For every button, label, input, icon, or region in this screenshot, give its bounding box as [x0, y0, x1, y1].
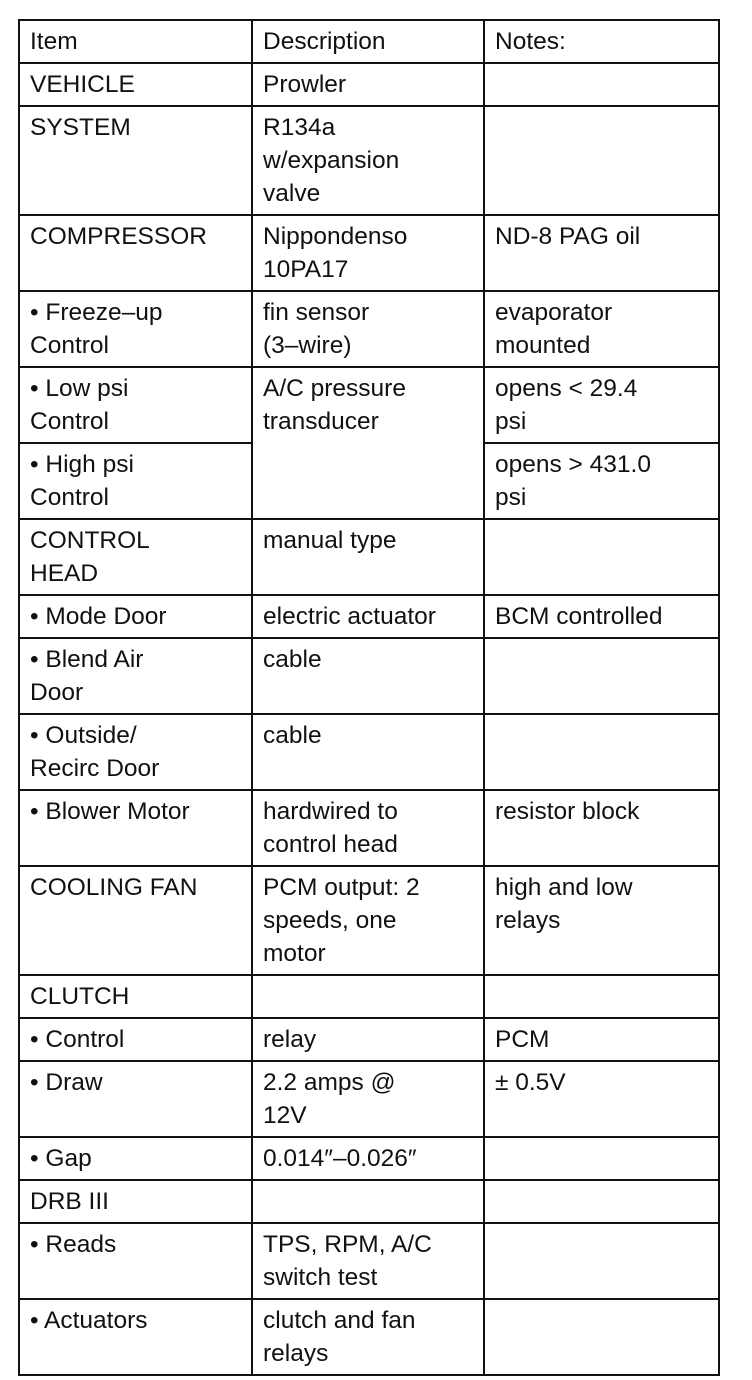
notes-cell [484, 1299, 719, 1375]
description-cell: hardwired to control head [252, 790, 484, 866]
description-cell: cable [252, 714, 484, 790]
description-cell: PCM output: 2 speeds, one motor [252, 866, 484, 975]
item-cell: COOLING FAN [19, 866, 252, 975]
description-cell: cable [252, 638, 484, 714]
table-row [19, 1299, 719, 1375]
item-cell: CLUTCH [19, 975, 252, 1018]
description-cell: manual type [252, 519, 484, 595]
item-cell: COMPRESSOR [19, 215, 252, 291]
item-cell: • Blower Motor [19, 790, 252, 866]
table-row [19, 975, 719, 1018]
description-cell: Nippondenso 10PA17 [252, 215, 484, 291]
description-cell: R134a w/expansion valve [252, 106, 484, 215]
notes-cell [484, 106, 719, 215]
header-description: Description [252, 20, 484, 63]
description-cell: 2.2 amps @ 12V [252, 1061, 484, 1137]
table-row [19, 714, 719, 790]
item-cell: • Control [19, 1018, 252, 1061]
notes-cell: opens < 29.4 psi [484, 367, 719, 443]
item-cell: • Mode Door [19, 595, 252, 638]
notes-cell [484, 519, 719, 595]
notes-cell: resistor block [484, 790, 719, 866]
table-row [19, 367, 719, 443]
item-cell: SYSTEM [19, 106, 252, 215]
notes-cell: BCM controlled [484, 595, 719, 638]
item-cell: • Draw [19, 1061, 252, 1137]
notes-cell: high and low relays [484, 866, 719, 975]
notes-cell [484, 1137, 719, 1180]
notes-cell: opens > 431.0 psi [484, 443, 719, 519]
table-row [19, 106, 719, 215]
item-cell: DRB III [19, 1180, 252, 1223]
notes-cell: ND-8 PAG oil [484, 215, 719, 291]
table-row [19, 1223, 719, 1299]
description-cell: relay [252, 1018, 484, 1061]
item-cell: CONTROL HEAD [19, 519, 252, 595]
header-notes: Notes: [484, 20, 719, 63]
notes-cell [484, 638, 719, 714]
item-cell: • High psi Control [19, 443, 252, 519]
description-cell: electric actuator [252, 595, 484, 638]
table-row [19, 866, 719, 975]
notes-cell [484, 63, 719, 106]
notes-cell: ± 0.5V [484, 1061, 719, 1137]
notes-cell [484, 1180, 719, 1223]
item-cell: • Gap [19, 1137, 252, 1180]
item-cell: VEHICLE [19, 63, 252, 106]
item-cell: • Outside/ Recirc Door [19, 714, 252, 790]
table-row [19, 215, 719, 291]
table-row [19, 1180, 719, 1223]
header-item: Item [19, 20, 252, 63]
notes-cell [484, 975, 719, 1018]
table-row [19, 790, 719, 866]
table-header-row [19, 20, 719, 63]
notes-cell: PCM [484, 1018, 719, 1061]
table-row [19, 595, 719, 638]
table-row [19, 1061, 719, 1137]
notes-cell [484, 1223, 719, 1299]
item-cell: • Low psi Control [19, 367, 252, 443]
table-row [19, 638, 719, 714]
item-cell: • Actuators [19, 1299, 252, 1375]
description-cell: A/C pressure transducer [252, 367, 484, 519]
description-cell: fin sensor (3–wire) [252, 291, 484, 367]
description-cell: Prowler [252, 63, 484, 106]
description-cell [252, 975, 484, 1018]
notes-cell: evaporator mounted [484, 291, 719, 367]
description-cell: TPS, RPM, A/C switch test [252, 1223, 484, 1299]
table-row [19, 1018, 719, 1061]
table-row [19, 519, 719, 595]
ac-specification-table [18, 19, 720, 1376]
description-cell: clutch and fan relays [252, 1299, 484, 1375]
table-row [19, 291, 719, 367]
description-cell [252, 1180, 484, 1223]
table-row [19, 63, 719, 106]
table-row [19, 1137, 719, 1180]
item-cell: • Blend Air Door [19, 638, 252, 714]
notes-cell [484, 714, 719, 790]
item-cell: • Reads [19, 1223, 252, 1299]
item-cell: • Freeze–up Control [19, 291, 252, 367]
description-cell: 0.014″–0.026″ [252, 1137, 484, 1180]
